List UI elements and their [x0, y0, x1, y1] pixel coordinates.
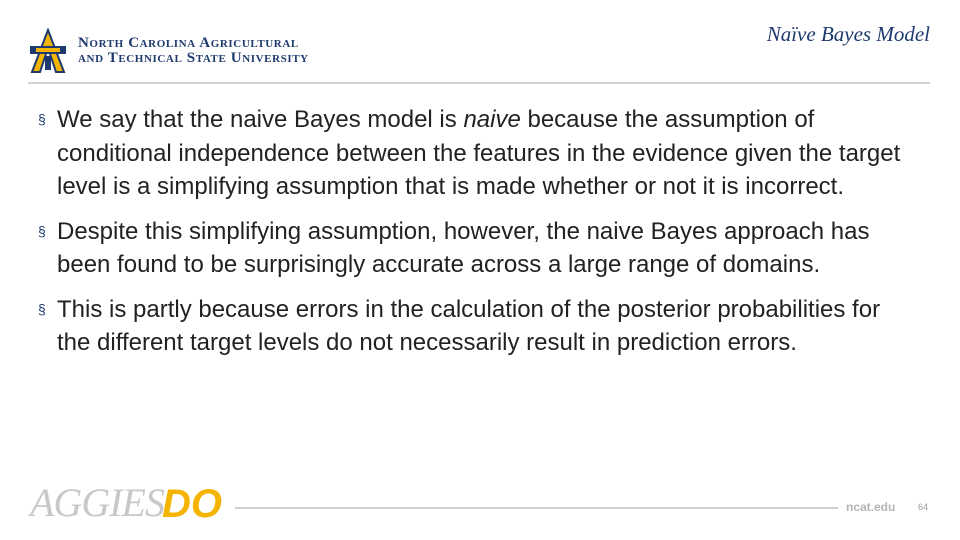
bullet-text: Despite this simplifying assumption, however, the naive Bayes approach has been found to be surprisingly accurate across a large range of domains. — [57, 217, 870, 278]
university-name — [78, 36, 309, 66]
do-wordmark: DO — [162, 482, 222, 526]
university-logo — [28, 28, 368, 76]
bullet-text-emphasis: naive — [463, 106, 521, 133]
bullet-marker: § — [38, 300, 46, 317]
bullet-list — [38, 103, 918, 371]
bullet-text-after: because the assumption of conditional independence between the features in the evidence given the target level is a simplifying assumption that is made whether or not it is incorrect. — [57, 106, 901, 200]
aggie-emblem-icon — [28, 28, 68, 74]
slide-title: Naïve Bayes Model — [766, 22, 930, 46]
bullet-marker: § — [38, 111, 46, 127]
footer-divider — [235, 507, 838, 509]
university-name-line1: North Carolina Agricultural — [78, 35, 299, 51]
bullet-item — [38, 293, 918, 360]
bullet-item — [38, 103, 918, 204]
university-name-line2: and Technical State University — [78, 50, 309, 66]
bullet-marker: § — [38, 222, 46, 239]
page-number: 64 — [918, 502, 929, 512]
bullet-text-before: We say that the naive Bayes model is — [57, 106, 464, 133]
aggies-wordmark: AGGIES — [30, 480, 164, 525]
header-divider — [28, 82, 930, 84]
bullet-text: This is partly because errors in the calculation of the posterior probabilities for the different target levels do not necessarily result in prediction errors. — [57, 295, 881, 356]
bullet-item — [38, 215, 918, 282]
footer-site-link[interactable]: ncat.edu — [846, 500, 896, 514]
aggies-do-logo — [30, 476, 230, 526]
